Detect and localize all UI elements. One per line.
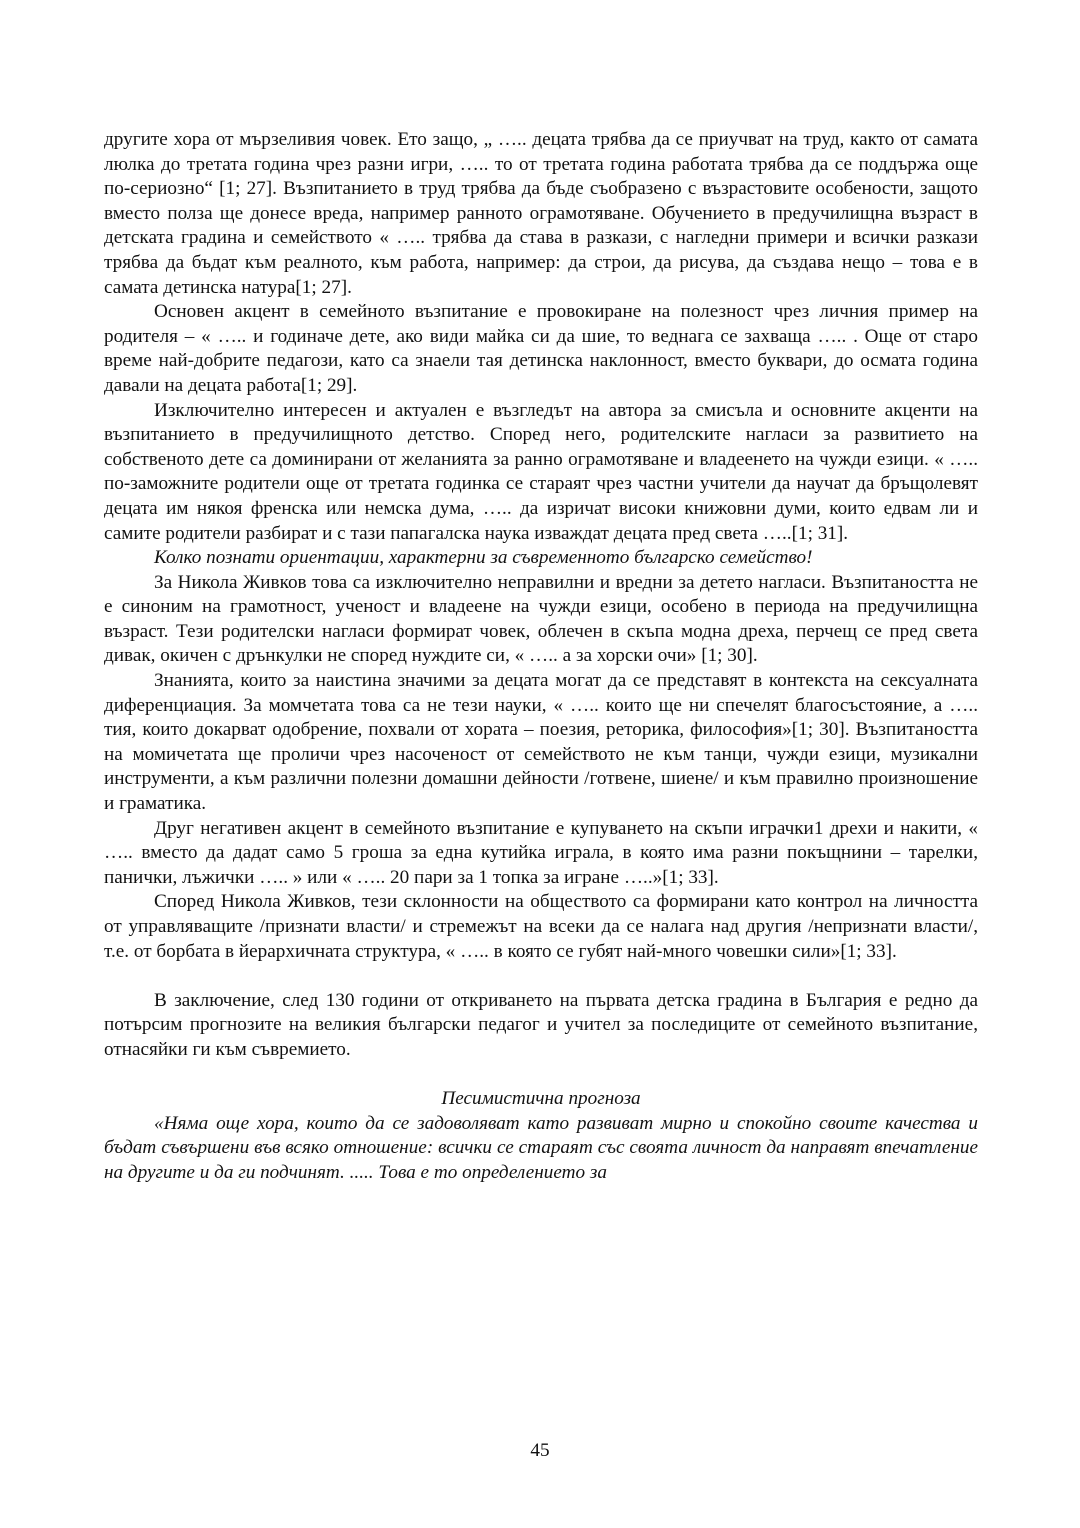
paragraph-6: Знанията, които за наистина значими за децата могат да се представят в контекста на сексуалната диференциация. За момчетата това са не тези науки, « ….. които ще ни спечелят благосъстояние, а ….. тия, които докарват одобрение, похвали от хората – поезия, реторика, философия»[1; 30]. Възпитаността на момичетата ще проличи чрез насоченост от семейството не към танци, чужди езици, музикални инструменти, а към различни полезни домашни дейности /готвене, шиене/ и към правилно произношение и граматика.: [104, 670, 978, 815]
paragraph-5: За Никола Живков това са изключително неправилни и вредни за детето нагласи. Възпитаността не е синоним на грамотност, ученост и владеене на чужди езици, особено в периода на предучилищна възраст. Тези родителски нагласи формират човек, облечен в скъпа модна дреха, перчещ се пред света дивак, окичен с дрънкулки не според нуждите си, « ….. а за хорски очи» [1; 30].: [104, 571, 978, 667]
section-heading: Песимистична прогноза: [441, 1088, 641, 1110]
paragraph-1: другите хора от мързеливия човек. Ето защо, „ ….. децата трябва да се приучват на труд, както от самата люлка до третата година чрез разни игри, ….. то от третата година работата трябва да се поддържа още по-сериозно“ [1; 27]. Възпитанието в труд трябва да бъде съобразено с възрастовите особености, защото вместо полза ще донесе вреда, например ранното ограмотяване. Обучението в предучилищна възраст в детската градина и семейството « ….. трябва да става в разкази, с нагледни примери и всички разкази трябва да бъдат към реалното, към работа, например: да строи, да рисува, да създава нещо – това е в самата детинска натура[1; 27].: [104, 129, 978, 298]
body-text: [104, 128, 978, 1186]
paragraph-2: Основен акцент в семейното възпитание е провокиране на полезност чрез личния пример на родителя – « ….. и годиначе дете, ако види майка си да шие, то веднага се захваща ….. . Още от старо време най-добрите педагози, като са знаели тая детинска наклонност, вместо буквари, до осмата година давали на децата работа[1; 29].: [104, 301, 978, 396]
paragraph-4-italic-remark: Колко познати ориентации, характерни за съвременното българско семейство!: [154, 547, 813, 569]
paragraph-8: Според Никола Живков, тези склонности на обществото са формирани като контрол на личността от управляващите /признати власти/ и стремежът на всеки да се налага над другия /непризнати власти/, т.е. от борбата в йерархичната структура, « ….. в която се губят най-много човешки сили»[1; 33].: [104, 891, 978, 962]
paragraph-7: Друг негативен акцент в семейното възпитание е купуването на скъпи играчки1 дрехи и накити, « ….. вместо да дадат само 5 гроша за една кутийка играла, в която има разни покъщнини – тарелки, панички, лъжички ….. » или « ….. 20 пари за 1 топка за игране …..»[1; 33].: [104, 817, 978, 888]
page-number: 45: [530, 1440, 550, 1461]
paragraph-3: Изключително интересен и актуален е възгледът на автора за смисъла и основните акценти на възпитанието в предучилищното детство. Според него, родителските нагласи за развитието на собственото дете са доминирани от желанията за ранно ограмотяване и владеенето на чужди езици. « ….. по-заможните родители още от третата годинка се стараят чрез частни учители да научат да бръщолевят децата им някоя френска или немска дума, ….. да изричат високи книжовни думи, които едвам ли и самите родители разбират и с тази папагалска наука изваждат децата пред света …..[1; 31].: [104, 399, 978, 544]
paragraph-conclusion: В заключение, след 130 години от откриването на първата детска градина в България е редно да потърсим прогнозите на великия български педагог и учител за последиците от семейното възпитание, отнасяйки ги към съвремието.: [104, 989, 978, 1060]
paragraph-quote: «Няма още хора, които да се задоволяват като развиват мирно и спокойно своите качества и бъдат съвършени във всяко отношение: всички се стараят със своята личност да направят впечатление на другите и да ги подчинят. ..... Това е то определението за: [104, 1112, 978, 1183]
